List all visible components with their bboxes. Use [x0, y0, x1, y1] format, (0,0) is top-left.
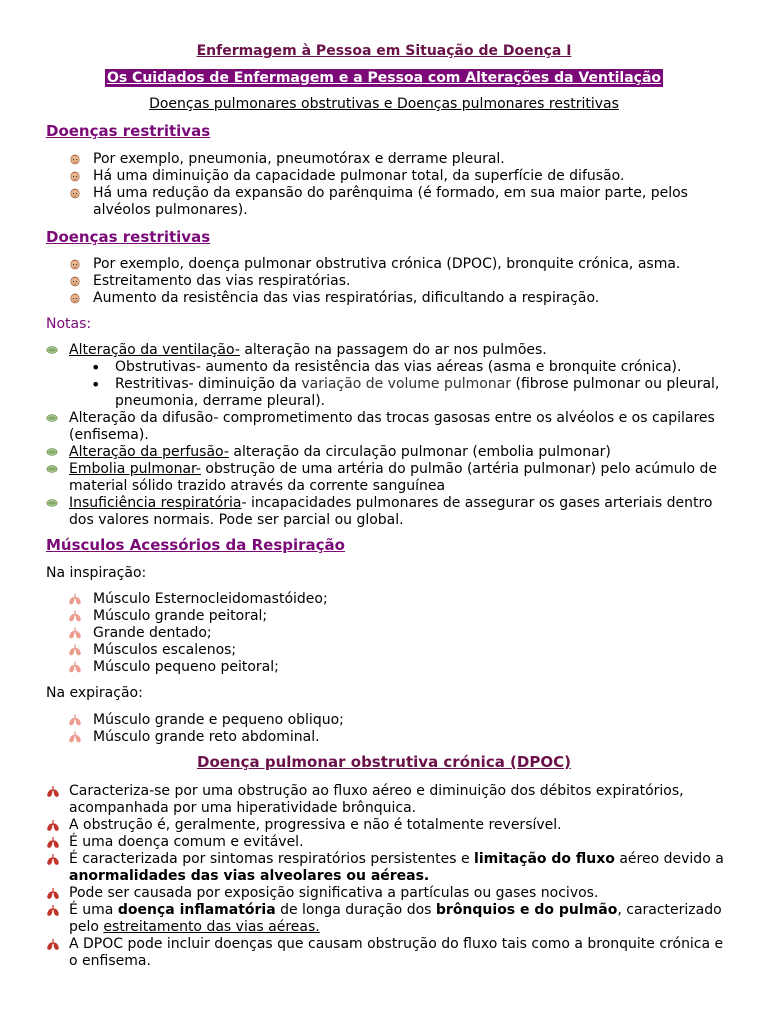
note-subitem: • Obstrutivas- aumento da resistência das vias aéreas (asma e bronquite crónica). [69, 359, 726, 376]
list-item: A DPOC pode incluir doenças que causam obstrução do fluxo tais como a bronquite crónica e o enfisema. [46, 936, 736, 970]
note-subitem: • Restritivas- diminuição da variação de volume pulmonar (fibrose pulmonar ou pleural, pneumonia, derrame pleural). [69, 376, 726, 410]
lungs-icon [68, 626, 82, 640]
list-item: Caracteriza-se por uma obstrução ao fluxo aéreo e diminuição dos débitos expiratórios, acompanhada por uma hiperatividade brônquica. [46, 783, 736, 817]
lungs-icon [46, 853, 60, 866]
note-item: Alteração da difusão- comprometimento das trocas gasosas entre os alvéolos e os capilares (enfisema). [46, 410, 726, 444]
topic-line: Doenças pulmonares obstrutivas e Doenças pulmonares restritivas [149, 96, 619, 112]
person-face-icon [68, 169, 82, 183]
lungs-icon [68, 713, 82, 727]
list-item: Aumento da resistência das vias respiratórias, dificultando a respiração. [68, 290, 708, 307]
dpoc-heading: Doença pulmonar obstrutiva crónica (DPOC) [197, 753, 571, 771]
person-face-icon [68, 152, 82, 166]
note-item: Alteração da perfusão- alteração da circulação pulmonar (embolia pulmonar) [46, 444, 726, 461]
leaf-icon [46, 345, 58, 355]
list-item: A obstrução é, geralmente, progressiva e não é totalmente reversível. [46, 817, 736, 834]
leaf-icon [46, 498, 58, 508]
list-item: Estreitamento das vias respiratórias. [68, 273, 708, 290]
list-item: Músculo grande e pequeno obliquo; [68, 712, 668, 729]
leaf-icon [46, 464, 58, 474]
notes-label: Notas: [46, 316, 92, 332]
list-item: Por exemplo, pneumonia, pneumotórax e derrame pleural. [68, 151, 708, 168]
person-face-icon [68, 274, 82, 288]
note-sublist [69, 359, 726, 410]
list-item: Por exemplo, doença pulmonar obstrutiva crónica (DPOC), bronquite crónica, asma. [68, 256, 708, 273]
leaf-icon [46, 447, 58, 457]
lungs-icon [46, 819, 60, 832]
list-item: Há uma redução da expansão do parênquima (é formado, em sua maior parte, pelos alvéolos pulmonares). [68, 185, 708, 219]
lungs-icon [68, 643, 82, 657]
inspiration-list [68, 591, 668, 676]
person-face-icon [68, 291, 82, 305]
list-item: É uma doença comum e evitável. [46, 834, 736, 851]
inspiration-label: Na inspiração: [46, 565, 147, 581]
course-title: Enfermagem à Pessoa em Situação de Doença I [196, 43, 572, 59]
leaf-icon [46, 413, 58, 423]
notes-list [46, 342, 726, 529]
lungs-icon [68, 730, 82, 744]
subtitle: Os Cuidados de Enfermagem e a Pessoa com Alterações da Ventilação [106, 70, 662, 86]
lungs-icon [68, 609, 82, 623]
lungs-icon [46, 938, 60, 951]
restritivas-list-2 [68, 256, 708, 307]
lungs-icon [68, 592, 82, 606]
dpoc-list [46, 783, 736, 970]
note-item: Alteração da ventilação- alteração na passagem do ar nos pulmões. • Obstrutivas- aumento da resistência das vias aéreas (asma e bronquite crónica). • Restritivas- diminuição da variação de volume pulmonar (fibrose pulmonar ou pleural, pneumonia, derrame pleural). [46, 342, 726, 410]
list-item: Músculo grande peitoral; [68, 608, 668, 625]
lungs-icon [46, 904, 60, 917]
restritivas-list-1 [68, 151, 708, 219]
lungs-icon [46, 887, 60, 900]
note-item: Embolia pulmonar- obstrução de uma artéria do pulmão (artéria pulmonar) pelo acúmulo de material sólido trazido através da corrente sanguínea [46, 461, 726, 495]
note-item: Insuficiência respiratória- incapacidades pulmonares de assegurar os gases arteriais dentro dos valores normais. Pode ser parcial ou global. [46, 495, 726, 529]
list-item: Músculos escalenos; [68, 642, 668, 659]
muscles-heading: Músculos Acessórios da Respiração [46, 536, 345, 554]
lungs-icon [46, 836, 60, 849]
list-item: Pode ser causada por exposição significativa a partículas ou gases nocivos. [46, 885, 736, 902]
list-item: É caracterizada por sintomas respiratórios persistentes e limitação do fluxo aéreo devido a anormalidades das vias alveolares ou aéreas. [46, 851, 736, 885]
list-item: Músculo pequeno peitoral; [68, 659, 668, 676]
subtitle-banner [0, 69, 768, 87]
person-face-icon [68, 186, 82, 200]
lungs-icon [46, 785, 60, 798]
list-item: Músculo Esternocleidomastóideo; [68, 591, 668, 608]
person-face-icon [68, 257, 82, 271]
lungs-icon [68, 660, 82, 674]
list-item: É uma doença inflamatória de longa duração dos brônquios e do pulmão, caracterizado pelo estreitamento das vias aéreas. [46, 902, 736, 936]
list-item: Músculo grande reto abdominal. [68, 729, 668, 746]
list-item: Há uma diminuição da capacidade pulmonar total, da superfície de difusão. [68, 168, 708, 185]
section-heading-restritivas-2: Doenças restritivas [46, 228, 211, 246]
expiration-label: Na expiração: [46, 685, 143, 701]
section-heading-restritivas-1: Doenças restritivas [46, 122, 211, 140]
list-item: Grande dentado; [68, 625, 668, 642]
expiration-list [68, 712, 668, 746]
